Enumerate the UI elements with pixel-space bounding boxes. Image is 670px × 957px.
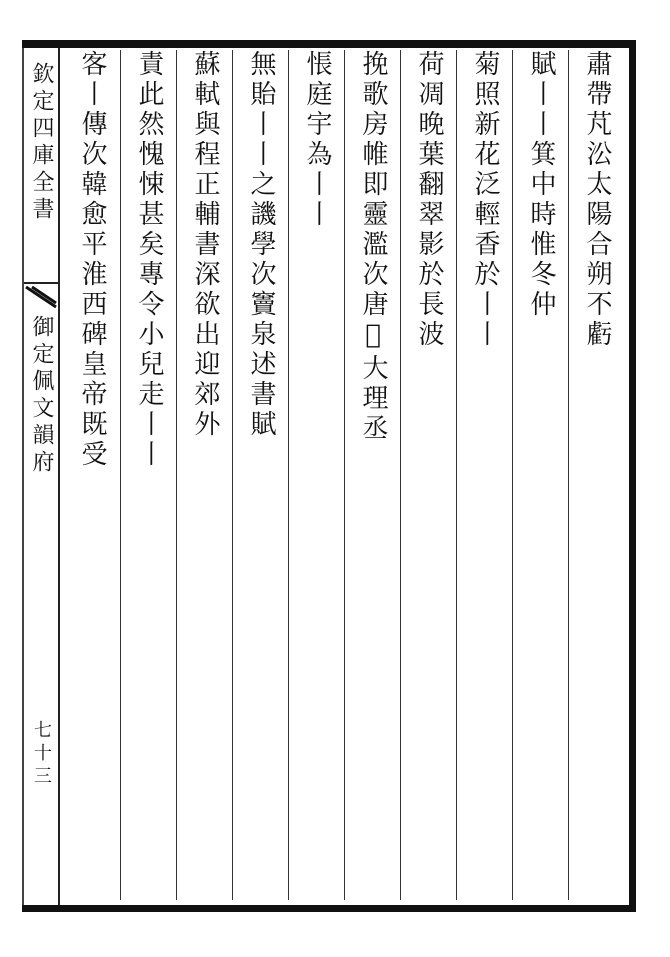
column-text: 蘇軾與程正輔書深欲出迎郊外: [190, 50, 220, 440]
frame-right-border: [629, 40, 636, 912]
margin-page-number: 七十三: [31, 720, 52, 789]
text-column: [344, 50, 400, 900]
text-column: [176, 50, 232, 900]
column-text: 荷凋晚葉翻翠影於長波: [414, 50, 444, 350]
text-column: [568, 50, 624, 900]
text-column: [288, 50, 344, 900]
frame-left-border: [22, 48, 24, 905]
margin-rule: [24, 282, 58, 284]
margin-collection-title: 欽定四庫全書: [29, 62, 54, 224]
text-column: [512, 50, 568, 900]
text-column: [120, 50, 176, 900]
frame-bottom-border: [22, 905, 636, 912]
column-text: 肅帶芃㳂太陽合朔不虧: [582, 50, 612, 350]
text-column: [232, 50, 288, 900]
column-text: 菊照新花泛輕香於丨丨: [470, 50, 500, 350]
margin-divider: [58, 48, 60, 905]
column-text: 賦丨丨箕中時惟冬仲: [526, 50, 556, 320]
margin-book-title: 御定佩文韻府: [29, 315, 54, 477]
column-text: 客丨傳次韓愈平淮西碑皇帝既受: [77, 50, 107, 470]
frame-top-border: [22, 40, 636, 48]
text-columns: [64, 50, 624, 900]
text-column: [456, 50, 512, 900]
column-text: 責此然愧悚甚矣專令小兒走丨丨: [134, 50, 164, 470]
column-text: 無貽丨丨之譏學次竇泉述書賦: [246, 50, 276, 440]
column-text: 挽歌房帷即靈濫次唐𢧐大理丞: [358, 50, 388, 444]
column-text: 悵庭宇為丨丨: [302, 50, 332, 230]
fishtail-mark-icon: [24, 285, 58, 309]
text-column: [400, 50, 456, 900]
text-column: [64, 50, 120, 900]
